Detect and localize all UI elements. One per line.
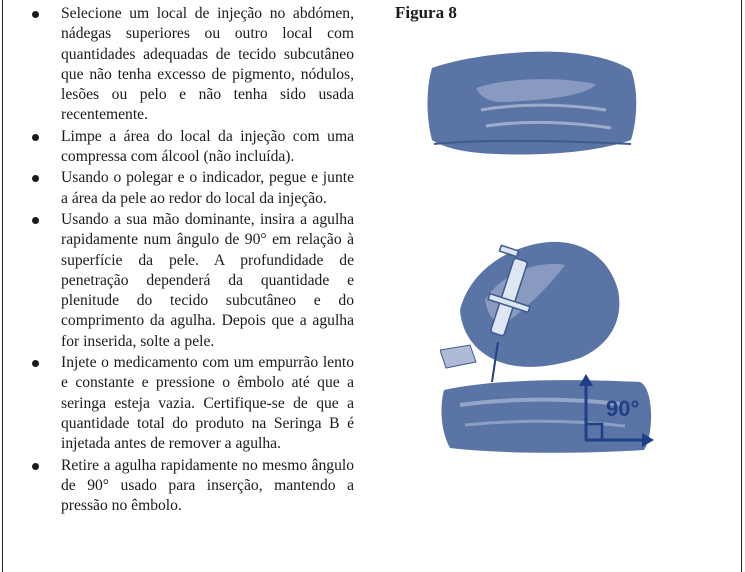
bullet-icon [32,463,39,470]
hand-illustration [428,52,637,155]
bullet-icon [32,217,39,224]
instruction-item [32,4,354,126]
instruction-text: Retire a agulha rapidamente no mesmo ângulo de 90° usado para inserção, mantendo a pressão no êmbolo. [61,456,354,515]
figure-title: Figura 8 [395,3,457,22]
bullet-icon [32,360,39,367]
needle-cap [440,345,476,368]
instructions-column [32,4,354,517]
instruction-list [32,4,354,516]
frame-left-border [2,0,3,572]
instruction-item [32,353,354,454]
instruction-text: Usando a sua mão dominante, insira a agulha rapidamente num ângulo de 90° em relação à superfície da pele. A profundidade de penetração dependerá da quantidade e plenitude do tecido subcutâneo e do comprimento da agulha. Depois que a agulha for inserida, solte a pele. [61,210,354,350]
bullet-icon [32,175,39,182]
bullet-icon [32,11,39,18]
hand-illustration [460,242,619,367]
instruction-text: Usando o polegar e o indicador, pegue e junte a área da pele ao redor do local da injeção. [61,169,354,207]
frame-right-border [741,0,742,572]
pinch-skin-illustration [426,48,640,158]
instruction-item [32,127,354,168]
instruction-text: Selecione um local de injeção no abdómen, nádegas superiores ou outro local com quantidades adequadas de tecido subcutâneo que não tenha excesso de pigmento, nódulos, lesões ou pelo e não tenha sido usada recentemente. [61,5,354,124]
instruction-text: Injete o medicamento com um empurrão lento e constante e pressione o êmbolo até que a seringa esteja vazia. Certifique-se de que a quantidade total do produto na Seringa B é injetada antes de remover a agulha. [61,354,354,453]
instruction-item [32,210,354,352]
instruction-item [32,168,354,209]
instruction-item [32,456,354,517]
bullet-icon [32,134,39,141]
injection-illustration [440,240,660,455]
instruction-text: Limpe a área do local da injeção com uma compressa com álcool (não incluída). [61,127,354,166]
angle-label: 90° [606,396,640,421]
